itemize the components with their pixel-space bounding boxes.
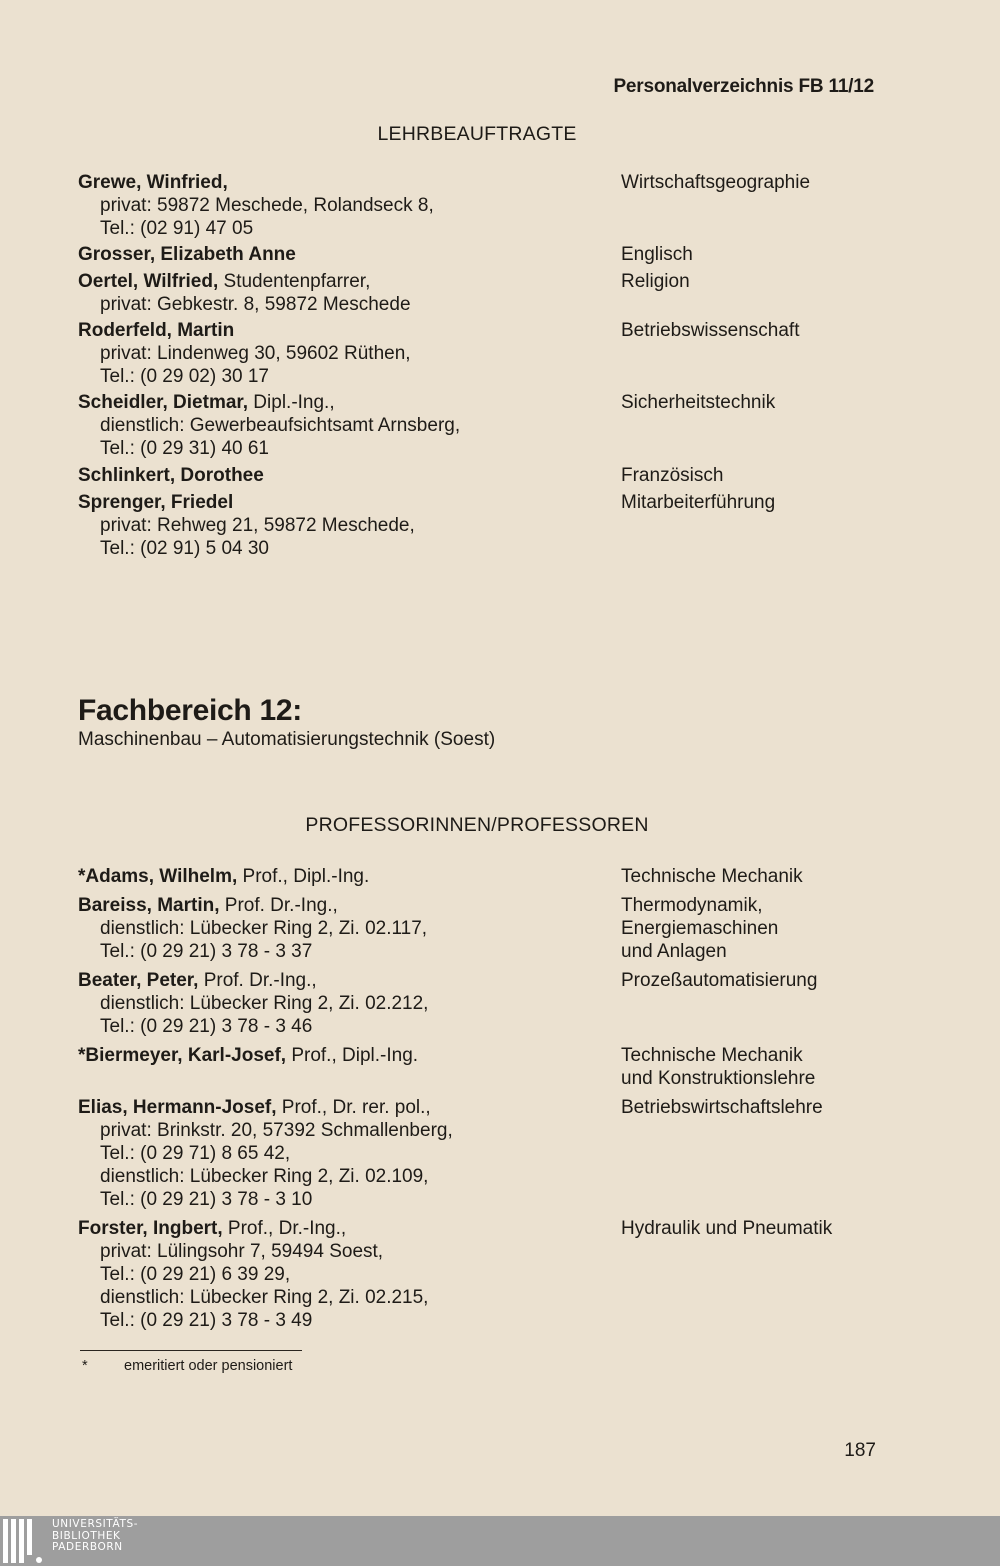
person-name: Grosser, Elizabeth Anne	[78, 244, 296, 265]
footnote-text: emeritiert oder pensioniert	[124, 1358, 293, 1374]
subject-line: Prozeßautomatisierung	[621, 970, 818, 991]
person-name: Bareiss, Martin,	[78, 895, 220, 916]
subject-line: und Konstruktionslehre	[621, 1068, 816, 1089]
subject-line: Mitarbeiterführung	[621, 492, 776, 513]
subject-line: Energiemaschinen	[621, 918, 779, 939]
person-name: Beater, Peter,	[78, 970, 199, 991]
person-detail: Tel.: (0 29 21) 3 78 - 3 37	[100, 941, 313, 962]
lehrbeauftragte-list	[78, 171, 938, 560]
person-name: *Biermeyer, Karl-Josef,	[78, 1045, 287, 1066]
list-item	[78, 1217, 938, 1332]
library-footer-bar	[0, 1516, 1000, 1566]
person-detail: Tel.: (02 91) 47 05	[100, 218, 254, 239]
section-heading-professoren: PROFESSORINNEN/PROFESSOREN	[305, 814, 649, 836]
teaching-subject	[621, 865, 941, 888]
person-name: Schlinkert, Dorothee	[78, 465, 264, 486]
person-detail: Tel.: (0 29 71) 8 65 42,	[100, 1143, 291, 1164]
subject-line: Technische Mechanik	[621, 866, 803, 887]
person-detail: privat: 59872 Meschede, Rolandseck 8,	[100, 195, 434, 216]
list-item	[78, 171, 938, 240]
subject-line: Französisch	[621, 465, 724, 486]
person-detail: privat: Gebkestr. 8, 59872 Meschede	[100, 294, 411, 315]
person-detail: Tel.: (02 91) 5 04 30	[100, 538, 269, 559]
teaching-subject	[621, 270, 941, 293]
library-logo-text	[52, 1519, 138, 1554]
subject-line: Betriebswirtschaftslehre	[621, 1097, 823, 1118]
library-logo-icon	[3, 1519, 32, 1563]
person-title: Prof., Dipl.-Ing.	[237, 866, 370, 887]
footnote-divider	[80, 1350, 302, 1351]
logo-line: PADERBORN	[52, 1541, 123, 1553]
list-item	[78, 894, 938, 963]
person-title: Prof. Dr.-Ing.,	[198, 970, 317, 991]
person-detail: privat: Lindenweg 30, 59602 Rüthen,	[100, 343, 411, 364]
person-title: Dipl.-Ing.,	[248, 392, 335, 413]
person-name: Grewe, Winfried,	[78, 172, 228, 193]
list-item	[78, 865, 938, 888]
person-name: Sprenger, Friedel	[78, 492, 234, 513]
teaching-subject	[621, 464, 941, 487]
subject-line: Hydraulik und Pneumatik	[621, 1218, 833, 1239]
person-detail: privat: Lülingsohr 7, 59494 Soest,	[100, 1241, 384, 1262]
person-detail: Tel.: (0 29 21) 6 39 29,	[100, 1264, 291, 1285]
teaching-subject	[621, 243, 941, 266]
logo-line: UNIVERSITÄTS-	[52, 1518, 139, 1530]
subject-line: Sicherheitstechnik	[621, 392, 776, 413]
subject-line: Englisch	[621, 244, 693, 265]
list-item	[78, 1044, 938, 1090]
person-name: Oertel, Wilfried,	[78, 271, 219, 292]
teaching-subject	[621, 1044, 941, 1090]
teaching-subject	[621, 969, 941, 992]
faculty-subtitle: Maschinenbau – Automatisierungstechnik (Soest)	[78, 729, 496, 750]
person-detail: dienstlich: Gewerbeaufsichtsamt Arnsberg,	[100, 415, 461, 436]
person-title: Prof., Dipl.-Ing.	[286, 1045, 419, 1066]
subject-line: und Anlagen	[621, 941, 727, 962]
list-item	[78, 969, 938, 1038]
subject-line: Religion	[621, 271, 690, 292]
list-item	[78, 491, 938, 560]
person-title: Prof. Dr.-Ing.,	[219, 895, 338, 916]
subject-line: Betriebswissenschaft	[621, 320, 800, 341]
person-title: Prof., Dr. rer. pol.,	[276, 1097, 431, 1118]
list-item	[78, 319, 938, 388]
footnote-mark: *	[82, 1358, 88, 1374]
person-detail: privat: Rehweg 21, 59872 Meschede,	[100, 515, 415, 536]
teaching-subject	[621, 1096, 941, 1119]
teaching-subject	[621, 391, 941, 414]
person-detail: Tel.: (0 29 21) 3 78 - 3 49	[100, 1310, 313, 1331]
logo-line: BIBLIOTHEK	[52, 1529, 121, 1542]
person-detail: Tel.: (0 29 02) 30 17	[100, 366, 269, 387]
person-name: Scheidler, Dietmar,	[78, 392, 249, 413]
running-head: Personalverzeichnis FB 11/12	[613, 76, 874, 97]
teaching-subject	[621, 171, 941, 194]
section-heading-lehrbeauftragte: LEHRBEAUFTRAGTE	[377, 123, 577, 145]
logo-dot-icon	[36, 1557, 42, 1563]
list-item	[78, 243, 938, 266]
teaching-subject	[621, 894, 941, 963]
person-name: Roderfeld, Martin	[78, 320, 235, 341]
person-detail: privat: Brinkstr. 20, 57392 Schmallenberg,	[100, 1120, 453, 1141]
teaching-subject	[621, 491, 941, 514]
subject-line: Thermodynamik,	[621, 895, 763, 916]
person-detail: Tel.: (0 29 21) 3 78 - 3 10	[100, 1189, 313, 1210]
person-name: *Adams, Wilhelm,	[78, 866, 238, 887]
list-item	[78, 391, 938, 460]
page-number: 187	[844, 1440, 876, 1461]
list-item	[78, 1096, 938, 1211]
footnote	[82, 1358, 292, 1374]
list-item	[78, 464, 938, 487]
subject-line: Technische Mechanik	[621, 1045, 803, 1066]
teaching-subject	[621, 319, 941, 342]
person-detail: dienstlich: Lübecker Ring 2, Zi. 02.215,	[100, 1287, 429, 1308]
person-detail: Tel.: (0 29 31) 40 61	[100, 438, 269, 459]
professoren-list	[78, 865, 938, 1332]
person-title: Prof., Dr.-Ing.,	[222, 1218, 347, 1239]
person-detail: dienstlich: Lübecker Ring 2, Zi. 02.109,	[100, 1166, 429, 1187]
person-name: Elias, Hermann-Josef,	[78, 1097, 277, 1118]
teaching-subject	[621, 1217, 941, 1240]
person-detail: dienstlich: Lübecker Ring 2, Zi. 02.117,	[100, 918, 428, 939]
list-item	[78, 270, 938, 316]
person-detail: dienstlich: Lübecker Ring 2, Zi. 02.212,	[100, 993, 429, 1014]
subject-line: Wirtschaftsgeographie	[621, 172, 811, 193]
person-title: Studentenpfarrer,	[218, 271, 371, 292]
person-name: Forster, Ingbert,	[78, 1218, 223, 1239]
person-detail: Tel.: (0 29 21) 3 78 - 3 46	[100, 1016, 313, 1037]
faculty-title: Fachbereich 12:	[78, 694, 302, 727]
